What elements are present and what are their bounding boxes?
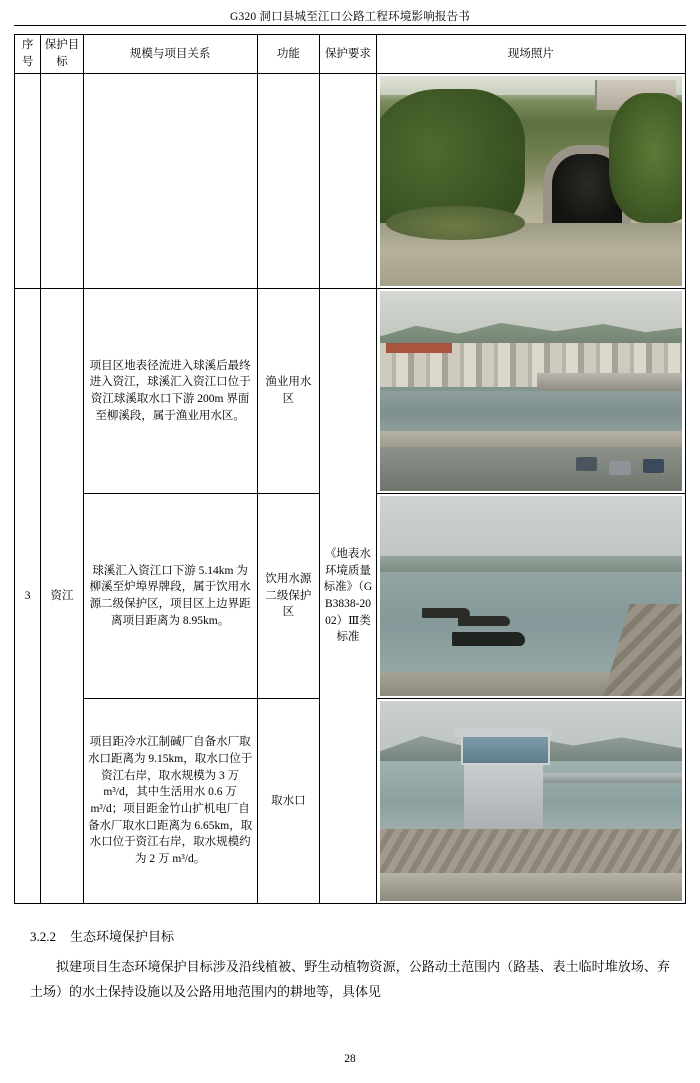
section-title-text: 生态环境保护目标: [70, 929, 175, 944]
cell-target-empty: [41, 74, 83, 289]
cell-scale: 球溪汇入资江口下游 5.14km 为柳溪至炉埠界牌段，属于饮用水源二级保护区，项目区上边界距离项目距离为 8.95km。: [83, 494, 257, 699]
cell-seq: 3: [15, 289, 41, 904]
cell-seq-empty: [15, 74, 41, 289]
column-header-seq: 序号: [15, 35, 41, 74]
town-river-bridge-photo: [380, 291, 682, 491]
cell-function: 渔业用水区: [257, 289, 320, 494]
cell-scale-empty: [83, 74, 257, 289]
cell-requirement: 《地表水环境质量标准》（GB3838-2002）Ⅲ类标准: [320, 289, 377, 904]
cell-function-empty: [257, 74, 320, 289]
cell-requirement-empty: [320, 74, 377, 289]
column-header-target: 保护目标: [41, 35, 83, 74]
header-title: G320 洞口县城至江口公路工程环境影响报告书: [229, 11, 471, 23]
cell-target: 资江: [41, 289, 83, 904]
column-header-function: 功能: [257, 35, 320, 74]
protection-targets-table: [14, 34, 686, 904]
cell-photo: [376, 74, 685, 289]
page-number: 28: [344, 1053, 356, 1065]
water-intake-tower-photo: [380, 701, 682, 901]
header-divider: [14, 25, 686, 26]
column-header-scale: 规模与项目关系: [83, 35, 257, 74]
table-header-row: [15, 35, 686, 74]
culvert-vegetation-photo: [380, 76, 682, 286]
cell-scale: 项目距冷水江制碱厂自备水厂取水口距离为 9.15km，取水口位于资江右岸，取水规模为 3 万 m³/d，其中生活用水 0.6 万 m³/d；项目距金竹山扩机电厂自备水厂取水口距离为 6.65km，取水口位于资江右岸，取水规模约为 2 万 m³/d。: [83, 699, 257, 904]
river-boats-photo: [380, 496, 682, 696]
cell-scale: 项目区地表径流进入球溪后最终进入资江，球溪汇入资江口位于资江球溪取水口下游 200m 界面至柳溪段，属于渔业用水区。: [83, 289, 257, 494]
cell-photo: [376, 494, 685, 699]
cell-photo: [376, 699, 685, 904]
page-header: [14, 0, 686, 30]
section-paragraph: 拟建项目生态环境保护目标涉及沿线植被、野生动植物资源，公路动土范围内（路基、表土临时堆放场、弃土场）的水土保持设施以及公路用地范围内的耕地等，具体见: [30, 959, 670, 999]
cell-photo: [376, 289, 685, 494]
section-number: 3.2.2: [30, 929, 56, 944]
column-header-photo: 现场照片: [376, 35, 685, 74]
cell-function: 饮用水源二级保护区: [257, 494, 320, 699]
cell-function: 取水口: [257, 699, 320, 904]
section-block: [30, 926, 670, 1004]
section-heading: [30, 926, 670, 945]
table-row: [15, 74, 686, 289]
column-header-requirement: 保护要求: [320, 35, 377, 74]
table-row: [15, 289, 686, 494]
